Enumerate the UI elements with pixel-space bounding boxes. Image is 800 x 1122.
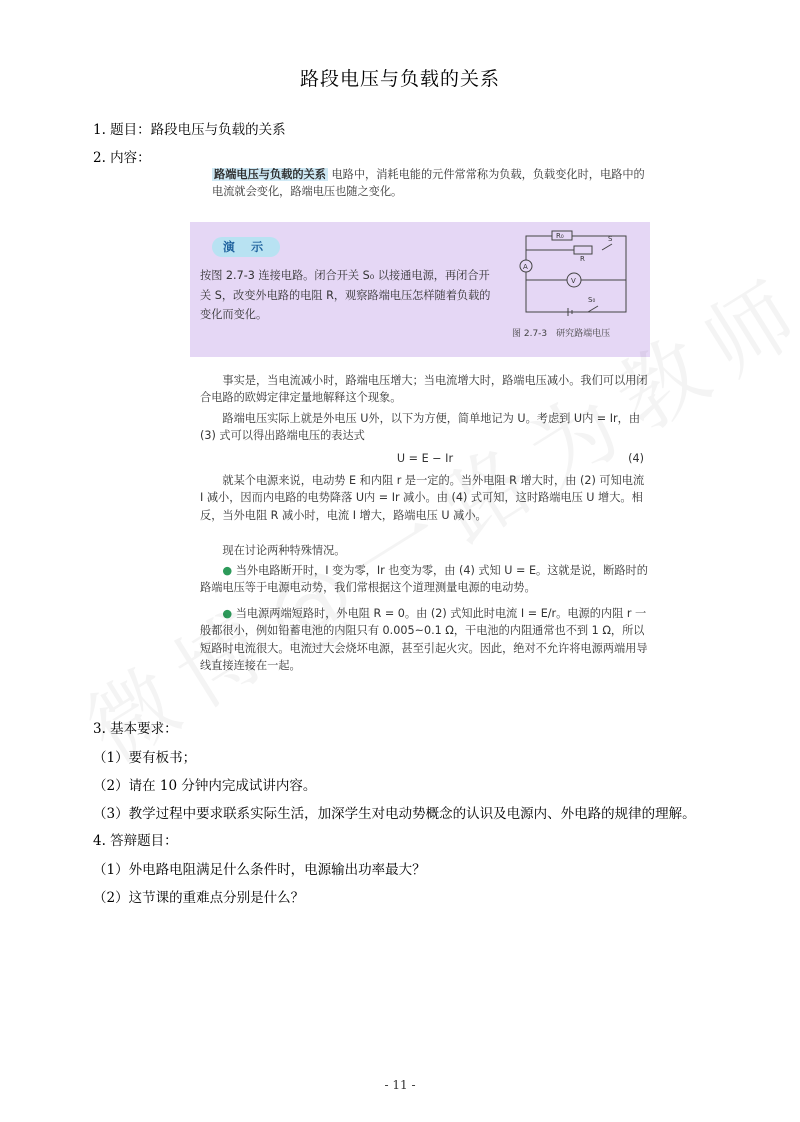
requirement-item-2: （2）请在 10 分钟内完成试讲内容。 [93, 778, 317, 794]
page-title: 路段电压与负载的关系 [299, 68, 500, 90]
defense-item-2: （2）这节课的重难点分别是什么？ [93, 890, 305, 906]
defense-heading: 4. 答辩题目： [93, 833, 178, 849]
bullet-2-text: 当电源两端短路时，外电阻 R = 0。由 (2) 式知此时电流 I = E/r。电源的内阻 r 一般都很小，例如铅蓄电池的内阻只有 0.005~0.1 Ω，干电池的内阻通常也不到 1 Ω，所以短路时电流很大。电流过大会烧坏电源，甚至引起火灾。因此，绝对不允许将电源两端用导线直接连接在一起。 [200, 607, 648, 673]
demo-label: 演 示 [212, 237, 280, 257]
topic-line: 1. 题目：路段电压与负载的关系 [93, 122, 286, 138]
excerpt-paragraph-4: 现在讨论两种特殊情况。 [222, 544, 346, 557]
formula: U = E − Ir [396, 452, 454, 465]
demo-text: 按图 2.7-3 连接电路。闭合开关 S₀ 以接通电源，再闭合开关 S，改变外电路的电阻 R，观察路端电压怎样随着负载的变化而变化。 [200, 269, 491, 322]
content-heading: 2. 内容： [93, 150, 151, 166]
excerpt-paragraph-3: 就某个电源来说，电动势 E 和内阻 r 是一定的。当外电阻 R 增大时，由 (2) 可知电流 I 减小，因而内电路的电势降落 U内 = Ir 减小。由 (4) 式可知，这时路端电压 U 增大。相反，当外电阻 R 减小时，电流 I 增大，路端电压 U 减小。 [200, 474, 645, 522]
label-ammeter: A [523, 263, 528, 271]
demo-box [190, 222, 650, 357]
excerpt-intro-highlight: 路端电压与负载的关系 [214, 168, 326, 181]
excerpt-paragraph-2: 路端电压实际上就是外电压 U外，以下为方便，简单地记为 U。考虑到 U内 = Ir，由 (3) 式可以得出路端电压的表达式 [200, 412, 641, 443]
excerpt-paragraph-1: 事实是，当电流减小时，路端电压增大；当电流增大时，路端电压减小。我们可以用闭合电路的欧姆定律定量地解释这个现象。 [200, 374, 648, 405]
excerpt-intro-text: 电路中，消耗电能的元件常常称为负载，负载变化时，电路中的电流就会变化，路端电压也随之变化。 [212, 168, 645, 199]
label-s: S [608, 235, 613, 243]
excerpt-intro [212, 166, 650, 201]
requirement-item-3: （3）教学过程中要求联系实际生活，加深学生对电动势概念的认识及电源内、外电路的规律的理解。 [93, 806, 696, 822]
page-number: - 11 - [384, 1078, 416, 1092]
label-r0: R₀ [556, 232, 564, 240]
formula-number: (4) [628, 452, 644, 465]
defense-item-1: （1）外电路电阻满足什么条件时，电源输出功率最大？ [93, 862, 426, 878]
label-r: R [580, 255, 585, 263]
requirement-item-1: （1）要有板书； [93, 750, 197, 766]
bullet-dot-icon: ● [222, 607, 233, 620]
bullet-dot-icon: ● [222, 564, 233, 577]
figure-caption: 图 2.7-3 研究路端电压 [512, 329, 611, 339]
label-voltmeter: V [571, 277, 576, 285]
bullet-1-text: 当外电路断开时，I 变为零，Ir 也变为零，由 (4) 式知 U = E。这就是说，断路时的路端电压等于电源电动势，我们常根据这个道理测量电源的电动势。 [200, 564, 648, 595]
circuit-diagram [512, 228, 640, 324]
label-s0: S₀ [588, 296, 596, 304]
requirements-heading: 3. 基本要求： [93, 721, 178, 737]
